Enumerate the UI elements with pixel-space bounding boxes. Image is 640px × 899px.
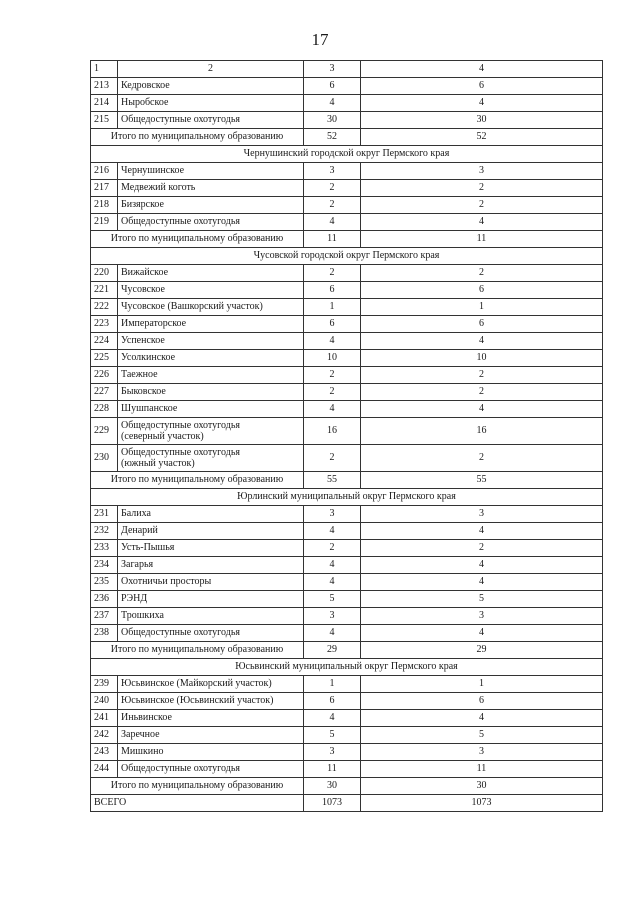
table-row bbox=[91, 333, 603, 350]
table-body bbox=[91, 61, 603, 812]
table-row bbox=[91, 401, 603, 418]
row-name-line: Мишкино bbox=[121, 746, 164, 757]
row-number: 219 bbox=[91, 214, 118, 231]
row-name-line: Общедоступные охотугодья bbox=[121, 447, 240, 458]
row-number: 225 bbox=[91, 350, 118, 367]
row-name bbox=[118, 316, 304, 333]
row-value-a: 1 bbox=[304, 299, 361, 316]
subtotal-row bbox=[91, 129, 603, 146]
row-number: 221 bbox=[91, 282, 118, 299]
row-name-line: Чусовское (Вашкорский участок) bbox=[121, 301, 263, 312]
table-row bbox=[91, 384, 603, 401]
row-value-b: 6 bbox=[361, 693, 603, 710]
row-number: 215 bbox=[91, 112, 118, 129]
row-value-a: 5 bbox=[304, 591, 361, 608]
table-row bbox=[91, 367, 603, 384]
row-value-a: 11 bbox=[304, 761, 361, 778]
row-value-a: 2 bbox=[304, 197, 361, 214]
row-number: 240 bbox=[91, 693, 118, 710]
table-row bbox=[91, 506, 603, 523]
row-value-b: 1 bbox=[361, 676, 603, 693]
subtotal-value-b: 52 bbox=[361, 129, 603, 146]
row-value-b: 6 bbox=[361, 78, 603, 95]
row-number: 230 bbox=[91, 445, 118, 472]
table-row bbox=[91, 265, 603, 282]
row-name bbox=[118, 676, 304, 693]
row-number: 227 bbox=[91, 384, 118, 401]
row-name-line: Чусовское bbox=[121, 284, 165, 295]
row-name bbox=[118, 299, 304, 316]
row-value-a: 3 bbox=[304, 608, 361, 625]
row-name bbox=[118, 214, 304, 231]
table-row bbox=[91, 445, 603, 472]
row-value-b: 2 bbox=[361, 180, 603, 197]
table-row bbox=[91, 591, 603, 608]
subtotal-row bbox=[91, 642, 603, 659]
table-row bbox=[91, 557, 603, 574]
row-name-line: Императорское bbox=[121, 318, 187, 329]
table-row bbox=[91, 693, 603, 710]
section-title: Юрлинский муниципальный округ Пермского края bbox=[91, 489, 603, 506]
subtotal-value-b: 30 bbox=[361, 778, 603, 795]
row-value-b: 2 bbox=[361, 367, 603, 384]
row-value-a: 4 bbox=[304, 401, 361, 418]
row-value-a: 3 bbox=[304, 744, 361, 761]
row-value-b: 4 bbox=[361, 625, 603, 642]
row-number: 244 bbox=[91, 761, 118, 778]
row-value-a: 2 bbox=[304, 384, 361, 401]
row-value-a: 6 bbox=[304, 78, 361, 95]
row-value-b: 11 bbox=[361, 761, 603, 778]
table-row bbox=[91, 608, 603, 625]
row-name-line: Юсьвинское (Майкорский участок) bbox=[121, 678, 272, 689]
row-name-line: Вижайское bbox=[121, 267, 169, 278]
row-name-line: Быковское bbox=[121, 386, 166, 397]
row-name bbox=[118, 367, 304, 384]
subtotal-label: Итого по муниципальному образованию bbox=[91, 129, 304, 146]
table-row bbox=[91, 350, 603, 367]
row-name bbox=[118, 401, 304, 418]
row-value-b: 4 bbox=[361, 523, 603, 540]
row-name bbox=[118, 761, 304, 778]
row-value-b: 1 bbox=[361, 299, 603, 316]
section-title: Чусовской городской округ Пермского края bbox=[91, 248, 603, 265]
section-header-row bbox=[91, 146, 603, 163]
row-name-line: Медвежий коготь bbox=[121, 182, 196, 193]
row-number: 232 bbox=[91, 523, 118, 540]
row-name-line: Общедоступные охотугодья bbox=[121, 420, 240, 431]
row-value-b: 3 bbox=[361, 744, 603, 761]
row-name-line: Денарий bbox=[121, 525, 158, 536]
row-value-a: 4 bbox=[304, 333, 361, 350]
row-name bbox=[118, 710, 304, 727]
table-row bbox=[91, 727, 603, 744]
row-name bbox=[118, 591, 304, 608]
row-value-a: 4 bbox=[304, 214, 361, 231]
row-name-line: Загарья bbox=[121, 559, 154, 570]
row-name bbox=[118, 95, 304, 112]
row-name bbox=[118, 506, 304, 523]
row-number: 242 bbox=[91, 727, 118, 744]
row-value-b: 10 bbox=[361, 350, 603, 367]
row-number: 236 bbox=[91, 591, 118, 608]
subtotal-value-a: 29 bbox=[304, 642, 361, 659]
table-row bbox=[91, 214, 603, 231]
row-name bbox=[118, 540, 304, 557]
row-name bbox=[118, 557, 304, 574]
row-name bbox=[118, 78, 304, 95]
row-name-line: Общедоступные охотугодья bbox=[121, 216, 240, 227]
row-name-line: Чернушинское bbox=[121, 165, 185, 176]
page-number: 17 bbox=[311, 30, 329, 49]
table-row bbox=[91, 316, 603, 333]
row-number: 241 bbox=[91, 710, 118, 727]
row-name bbox=[118, 608, 304, 625]
row-value-b: 3 bbox=[361, 506, 603, 523]
section-header-row bbox=[91, 248, 603, 265]
row-name-line: Ныробское bbox=[121, 97, 169, 108]
row-number: 216 bbox=[91, 163, 118, 180]
row-value-a: 2 bbox=[304, 445, 361, 472]
row-name-line: Таежное bbox=[121, 369, 158, 380]
subtotal-value-b: 55 bbox=[361, 472, 603, 489]
grand-total-value-a: 1073 bbox=[304, 795, 361, 812]
row-name-line: Трошкиха bbox=[121, 610, 164, 621]
row-value-b: 5 bbox=[361, 591, 603, 608]
subtotal-value-b: 29 bbox=[361, 642, 603, 659]
row-name-line: Общедоступные охотугодья bbox=[121, 763, 240, 774]
row-name bbox=[118, 445, 304, 472]
grand-total-value-b: 1073 bbox=[361, 795, 603, 812]
row-number: 231 bbox=[91, 506, 118, 523]
row-name-line: Усолкинское bbox=[121, 352, 176, 363]
row-value-a: 4 bbox=[304, 625, 361, 642]
table-row bbox=[91, 197, 603, 214]
row-value-b: 2 bbox=[361, 197, 603, 214]
row-number: 243 bbox=[91, 744, 118, 761]
table-row bbox=[91, 95, 603, 112]
row-value-b: 2 bbox=[361, 384, 603, 401]
row-name-line: Кедровское bbox=[121, 80, 170, 91]
col-a-header: 3 bbox=[304, 61, 361, 78]
table-row bbox=[91, 180, 603, 197]
row-value-b: 5 bbox=[361, 727, 603, 744]
column-number-row bbox=[91, 61, 603, 78]
row-name-line: Шушпанское bbox=[121, 403, 178, 414]
row-value-a: 6 bbox=[304, 282, 361, 299]
row-value-a: 4 bbox=[304, 523, 361, 540]
table-row bbox=[91, 282, 603, 299]
row-name-line: Бизярское bbox=[121, 199, 164, 210]
row-value-a: 6 bbox=[304, 693, 361, 710]
row-value-a: 16 bbox=[304, 418, 361, 445]
row-value-b: 30 bbox=[361, 112, 603, 129]
subtotal-label: Итого по муниципальному образованию bbox=[91, 472, 304, 489]
subtotal-value-a: 52 bbox=[304, 129, 361, 146]
row-value-b: 4 bbox=[361, 574, 603, 591]
row-value-a: 5 bbox=[304, 727, 361, 744]
row-name bbox=[118, 282, 304, 299]
row-number: 234 bbox=[91, 557, 118, 574]
row-name-line: Заречное bbox=[121, 729, 160, 740]
row-value-a: 30 bbox=[304, 112, 361, 129]
row-number: 222 bbox=[91, 299, 118, 316]
row-value-b: 2 bbox=[361, 445, 603, 472]
row-value-b: 6 bbox=[361, 316, 603, 333]
col-num-header: 1 bbox=[91, 61, 118, 78]
row-name-line: Иньвинское bbox=[121, 712, 172, 723]
row-value-a: 2 bbox=[304, 367, 361, 384]
row-value-b: 3 bbox=[361, 163, 603, 180]
row-value-b: 4 bbox=[361, 214, 603, 231]
grand-total-row bbox=[91, 795, 603, 812]
row-name-line-2: (южный участок) bbox=[121, 458, 195, 469]
row-name bbox=[118, 727, 304, 744]
table-row bbox=[91, 744, 603, 761]
row-value-a: 4 bbox=[304, 95, 361, 112]
row-name bbox=[118, 384, 304, 401]
row-value-a: 3 bbox=[304, 506, 361, 523]
subtotal-value-a: 11 bbox=[304, 231, 361, 248]
row-name-line-2: (северный участок) bbox=[121, 431, 204, 442]
row-value-a: 4 bbox=[304, 574, 361, 591]
subtotal-label: Итого по муниципальному образованию bbox=[91, 231, 304, 248]
table-row bbox=[91, 761, 603, 778]
row-name bbox=[118, 693, 304, 710]
row-number: 228 bbox=[91, 401, 118, 418]
row-name bbox=[118, 333, 304, 350]
subtotal-label: Итого по муниципальному образованию bbox=[91, 642, 304, 659]
row-value-b: 6 bbox=[361, 282, 603, 299]
section-title: Юсьвинский муниципальный округ Пермского края bbox=[91, 659, 603, 676]
row-name-line: Общедоступные охотугодья bbox=[121, 114, 240, 125]
row-name bbox=[118, 112, 304, 129]
allocation-table bbox=[90, 60, 603, 812]
row-value-b: 2 bbox=[361, 265, 603, 282]
table-row bbox=[91, 540, 603, 557]
row-number: 235 bbox=[91, 574, 118, 591]
subtotal-value-a: 55 bbox=[304, 472, 361, 489]
subtotal-value-b: 11 bbox=[361, 231, 603, 248]
row-name-line: Общедоступные охотугодья bbox=[121, 627, 240, 638]
table-row bbox=[91, 418, 603, 445]
row-value-b: 4 bbox=[361, 95, 603, 112]
row-value-b: 4 bbox=[361, 710, 603, 727]
row-name bbox=[118, 197, 304, 214]
table-row bbox=[91, 574, 603, 591]
row-number: 224 bbox=[91, 333, 118, 350]
row-value-a: 4 bbox=[304, 710, 361, 727]
row-value-a: 1 bbox=[304, 676, 361, 693]
row-name bbox=[118, 180, 304, 197]
row-name-line: Охотничьи просторы bbox=[121, 576, 212, 587]
row-value-b: 2 bbox=[361, 540, 603, 557]
row-name-line: РЭНД bbox=[121, 593, 148, 604]
row-name bbox=[118, 523, 304, 540]
row-name-line: Юсьвинское (Юсьвинский участок) bbox=[121, 695, 274, 706]
row-value-a: 2 bbox=[304, 540, 361, 557]
table-row bbox=[91, 299, 603, 316]
row-number: 233 bbox=[91, 540, 118, 557]
table-row bbox=[91, 676, 603, 693]
section-header-row bbox=[91, 489, 603, 506]
row-number: 220 bbox=[91, 265, 118, 282]
row-number: 239 bbox=[91, 676, 118, 693]
subtotal-value-a: 30 bbox=[304, 778, 361, 795]
row-name bbox=[118, 265, 304, 282]
section-title: Чернушинский городской округ Пермского края bbox=[91, 146, 603, 163]
subtotal-label: Итого по муниципальному образованию bbox=[91, 778, 304, 795]
row-name bbox=[118, 744, 304, 761]
row-value-a: 10 bbox=[304, 350, 361, 367]
row-value-a: 4 bbox=[304, 557, 361, 574]
col-name-header: 2 bbox=[118, 61, 304, 78]
row-value-a: 2 bbox=[304, 180, 361, 197]
table-row bbox=[91, 78, 603, 95]
row-name bbox=[118, 163, 304, 180]
table-row bbox=[91, 625, 603, 642]
row-value-a: 2 bbox=[304, 265, 361, 282]
table-row bbox=[91, 523, 603, 540]
table-row bbox=[91, 710, 603, 727]
row-number: 214 bbox=[91, 95, 118, 112]
row-name-line: Успенское bbox=[121, 335, 165, 346]
row-value-b: 16 bbox=[361, 418, 603, 445]
row-value-b: 4 bbox=[361, 401, 603, 418]
row-value-b: 4 bbox=[361, 557, 603, 574]
row-name-line: Балиха bbox=[121, 508, 151, 519]
table-row bbox=[91, 112, 603, 129]
row-number: 226 bbox=[91, 367, 118, 384]
row-number: 213 bbox=[91, 78, 118, 95]
row-value-a: 6 bbox=[304, 316, 361, 333]
subtotal-row bbox=[91, 231, 603, 248]
row-name bbox=[118, 418, 304, 445]
row-value-b: 4 bbox=[361, 333, 603, 350]
table-row bbox=[91, 163, 603, 180]
row-value-b: 3 bbox=[361, 608, 603, 625]
subtotal-row bbox=[91, 778, 603, 795]
row-number: 229 bbox=[91, 418, 118, 445]
row-number: 223 bbox=[91, 316, 118, 333]
section-header-row bbox=[91, 659, 603, 676]
row-number: 217 bbox=[91, 180, 118, 197]
row-number: 238 bbox=[91, 625, 118, 642]
row-value-a: 3 bbox=[304, 163, 361, 180]
row-name bbox=[118, 574, 304, 591]
row-name bbox=[118, 625, 304, 642]
row-number: 237 bbox=[91, 608, 118, 625]
subtotal-row bbox=[91, 472, 603, 489]
row-name bbox=[118, 350, 304, 367]
row-name-line: Усть-Пышья bbox=[121, 542, 175, 553]
col-b-header: 4 bbox=[361, 61, 603, 78]
row-number: 218 bbox=[91, 197, 118, 214]
grand-total-label: ВСЕГО bbox=[91, 795, 304, 812]
